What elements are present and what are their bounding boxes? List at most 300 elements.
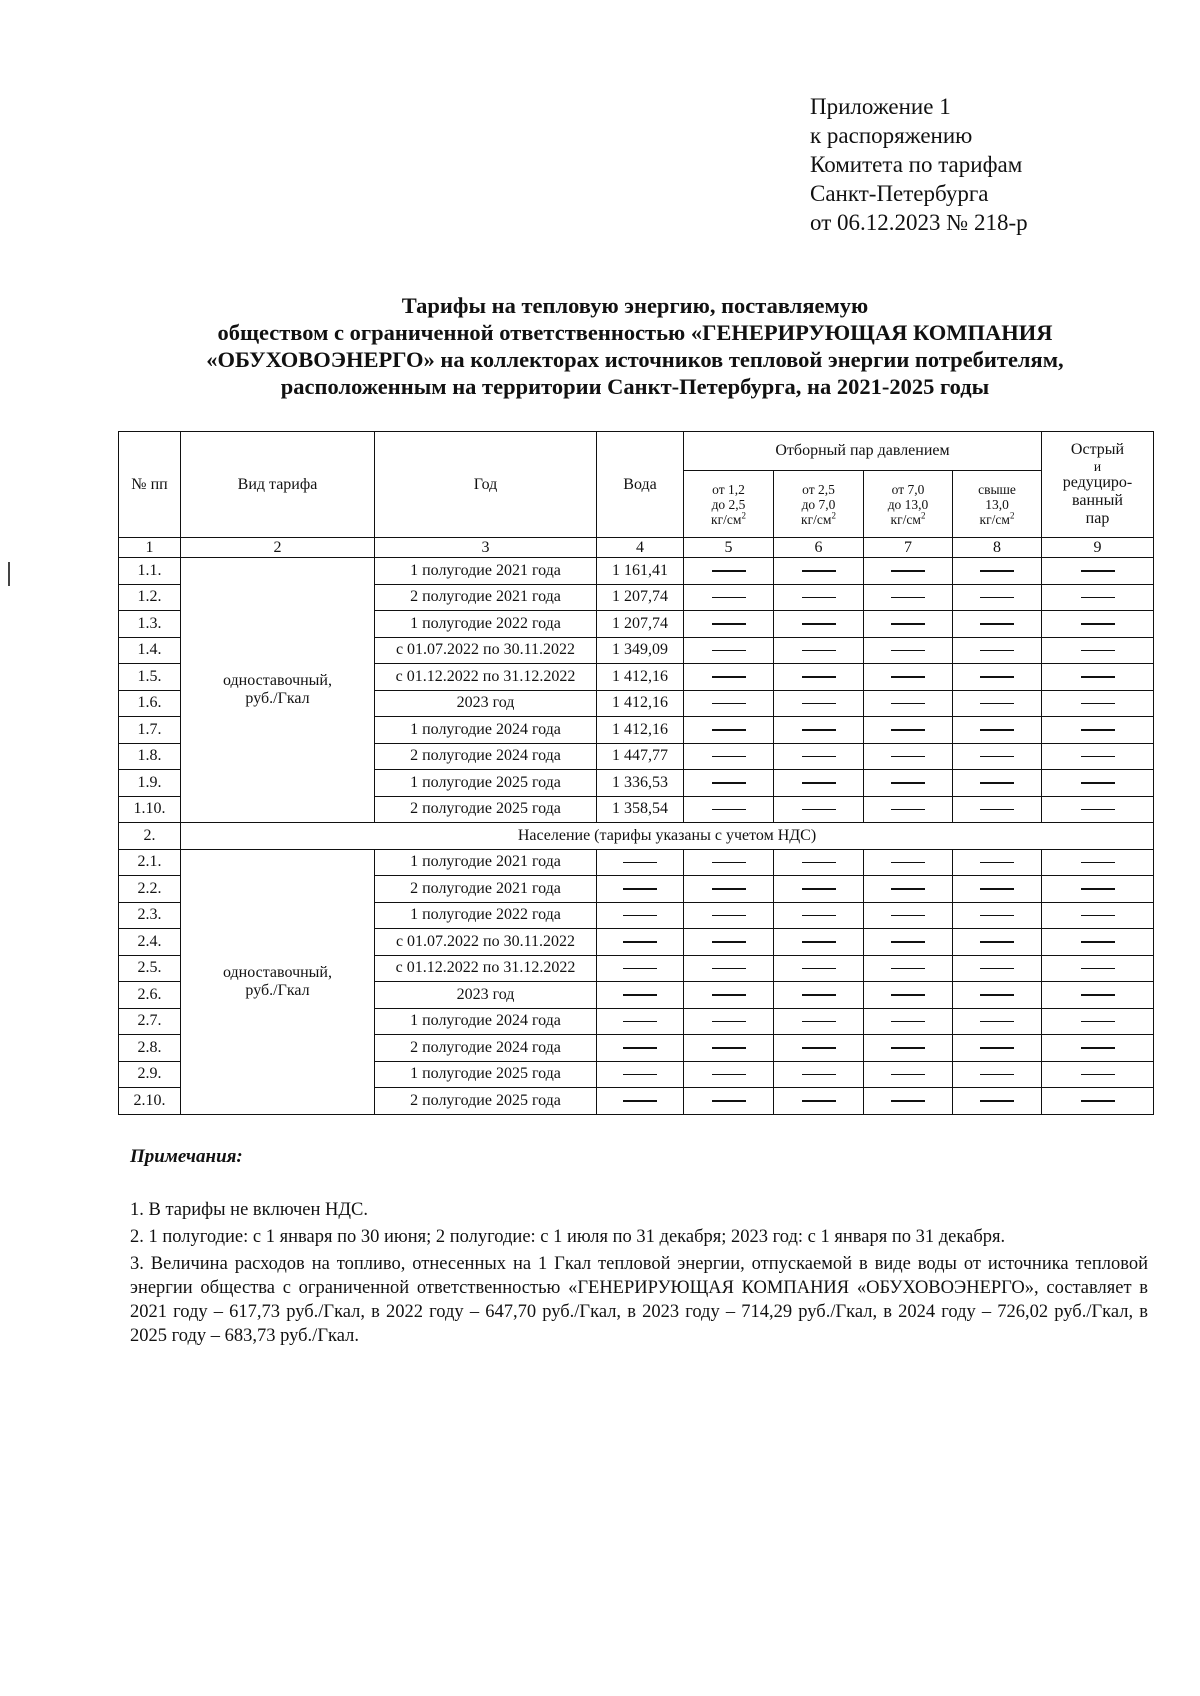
dash-mark (891, 1074, 925, 1076)
scan-mark (8, 562, 10, 586)
empty-value-cell (684, 1035, 774, 1062)
column-number: 4 (597, 538, 684, 558)
empty-value-cell (864, 664, 953, 691)
dash-mark (802, 968, 836, 970)
empty-value-cell (1042, 717, 1154, 744)
dash-mark (980, 809, 1014, 811)
tariff-type-cell (181, 558, 375, 823)
dash-mark (802, 1074, 836, 1076)
empty-value-cell (953, 1008, 1042, 1035)
empty-value-cell (1042, 1061, 1154, 1088)
empty-value-cell (684, 955, 774, 982)
dash-mark (1081, 1047, 1115, 1049)
empty-value-cell (684, 770, 774, 797)
empty-value-cell (953, 611, 1042, 638)
column-number-row (119, 538, 1154, 558)
empty-value-cell (774, 558, 864, 585)
section-row (119, 823, 1154, 850)
dash-mark (712, 1100, 746, 1102)
dash-mark (891, 968, 925, 970)
empty-value-cell (684, 584, 774, 611)
notes-block (130, 1198, 1148, 1351)
header-sharp-steam (1042, 432, 1154, 538)
dash-mark (712, 756, 746, 758)
empty-value-cell (953, 1035, 1042, 1062)
dash-mark (712, 1021, 746, 1023)
dash-mark (891, 994, 925, 996)
empty-value-cell (774, 717, 864, 744)
header-steam-group: Отборный пар давлением (684, 432, 1042, 471)
dash-mark (623, 862, 657, 864)
unit-text: кг/см (979, 511, 1010, 527)
dash-mark (712, 782, 746, 784)
row-number: 1.4. (119, 637, 181, 664)
empty-value-cell (684, 690, 774, 717)
dash-mark (1081, 597, 1115, 599)
header-steam-1 (684, 471, 774, 538)
empty-value-cell (774, 1035, 864, 1062)
empty-value-cell (1042, 664, 1154, 691)
empty-value-cell (774, 929, 864, 956)
period-cell: с 01.07.2022 по 30.11.2022 (375, 929, 597, 956)
period-cell: 2 полугодие 2025 года (375, 796, 597, 823)
empty-value-cell (774, 664, 864, 691)
empty-value-cell (864, 1061, 953, 1088)
row-number: 2. (119, 823, 181, 850)
header-steam-line: от 1,2 (712, 481, 745, 497)
table-row (119, 558, 1154, 585)
dash-mark (712, 729, 746, 731)
tariff-type-line: руб./Гкал (245, 981, 310, 999)
appendix-line: Приложение 1 (810, 94, 951, 119)
dash-mark (802, 782, 836, 784)
dash-mark (980, 729, 1014, 731)
dash-mark (980, 623, 1014, 625)
empty-value-cell (774, 743, 864, 770)
dash-mark (802, 570, 836, 572)
dash-mark (802, 756, 836, 758)
empty-value-cell (774, 611, 864, 638)
dash-mark (712, 968, 746, 970)
dash-mark (623, 915, 657, 917)
dash-mark (980, 650, 1014, 652)
dash-mark (1081, 729, 1115, 731)
empty-value-cell (864, 717, 953, 744)
tariff-type-line: одноставочный, (223, 672, 332, 689)
dash-mark (980, 941, 1014, 943)
header-steam-line: до 13,0 (887, 496, 929, 512)
water-value-cell: 1 207,74 (597, 611, 684, 638)
dash-mark (1081, 1074, 1115, 1076)
dash-mark (1081, 1100, 1115, 1102)
empty-value-cell (864, 770, 953, 797)
row-number: 1.2. (119, 584, 181, 611)
empty-value-cell (864, 611, 953, 638)
period-cell: 1 полугодие 2021 года (375, 558, 597, 585)
water-value-cell: 1 207,74 (597, 584, 684, 611)
empty-value-cell (774, 770, 864, 797)
dash-mark (891, 703, 925, 705)
header-steam-2 (774, 471, 864, 538)
dash-mark (980, 1100, 1014, 1102)
title-line: Тарифы на тепловую энергию, поставляемую (401, 293, 869, 318)
empty-value-cell (864, 584, 953, 611)
empty-value-cell (953, 1088, 1042, 1115)
table-row (119, 849, 1154, 876)
empty-value-cell (953, 558, 1042, 585)
dash-mark (1081, 809, 1115, 811)
unit-sup: 2 (1009, 510, 1015, 520)
dash-mark (712, 703, 746, 705)
dash-mark (712, 597, 746, 599)
empty-value-cell (774, 982, 864, 1009)
unit-text: кг/см (711, 511, 742, 527)
dash-mark (712, 888, 746, 890)
dash-mark (980, 782, 1014, 784)
row-number: 1.5. (119, 664, 181, 691)
tariff-type-cell (181, 849, 375, 1114)
empty-value-cell (1042, 1088, 1154, 1115)
empty-value-cell (864, 1088, 953, 1115)
empty-value-cell (774, 584, 864, 611)
dash-mark (891, 623, 925, 625)
dash-mark (712, 809, 746, 811)
unit-sup: 2 (741, 510, 746, 520)
empty-value-cell (864, 902, 953, 929)
dash-mark (891, 1047, 925, 1049)
dash-mark (1081, 915, 1115, 917)
dash-mark (980, 915, 1014, 917)
period-cell: 2 полугодие 2025 года (375, 1088, 597, 1115)
empty-value-cell (684, 796, 774, 823)
header-num: № пп (119, 432, 181, 538)
period-cell: с 01.12.2022 по 31.12.2022 (375, 664, 597, 691)
row-number: 2.7. (119, 1008, 181, 1035)
dash-mark (1081, 1021, 1115, 1023)
empty-value-cell (1042, 770, 1154, 797)
empty-value-cell (684, 849, 774, 876)
period-cell: 2 полугодие 2021 года (375, 876, 597, 903)
empty-value-cell (1042, 1035, 1154, 1062)
dash-mark (1081, 862, 1115, 864)
empty-value-cell (864, 982, 953, 1009)
column-number: 8 (953, 538, 1042, 558)
empty-value-cell (684, 743, 774, 770)
dash-mark (802, 729, 836, 731)
period-cell: 2 полугодие 2021 года (375, 584, 597, 611)
dash-mark (980, 703, 1014, 705)
empty-value-cell (864, 796, 953, 823)
dash-mark (623, 1021, 657, 1023)
dash-mark (891, 888, 925, 890)
dash-mark (891, 597, 925, 599)
row-number: 2.6. (119, 982, 181, 1009)
empty-value-cell (1042, 1008, 1154, 1035)
notes-heading: Примечания: (130, 1146, 243, 1167)
empty-value-cell (597, 1008, 684, 1035)
dash-mark (980, 756, 1014, 758)
dash-mark (712, 862, 746, 864)
dash-mark (802, 703, 836, 705)
dash-mark (980, 570, 1014, 572)
header-steam-unit (953, 512, 1041, 527)
dash-mark (1081, 570, 1115, 572)
header-steam-3 (864, 471, 953, 538)
dash-mark (980, 1047, 1014, 1049)
column-number: 2 (181, 538, 375, 558)
empty-value-cell (953, 743, 1042, 770)
empty-value-cell (774, 690, 864, 717)
empty-value-cell (597, 902, 684, 929)
column-number: 9 (1042, 538, 1154, 558)
empty-value-cell (597, 1061, 684, 1088)
dash-mark (802, 862, 836, 864)
header-sharp-line: и (1093, 459, 1102, 474)
empty-value-cell (774, 1008, 864, 1035)
dash-mark (712, 941, 746, 943)
dash-mark (1081, 623, 1115, 625)
empty-value-cell (1042, 849, 1154, 876)
row-number: 2.5. (119, 955, 181, 982)
dash-mark (1081, 676, 1115, 678)
empty-value-cell (774, 637, 864, 664)
period-cell: 1 полугодие 2025 года (375, 770, 597, 797)
empty-value-cell (953, 849, 1042, 876)
dash-mark (802, 1047, 836, 1049)
dash-mark (623, 994, 657, 996)
water-value-cell: 1 358,54 (597, 796, 684, 823)
empty-value-cell (953, 584, 1042, 611)
row-number: 1.1. (119, 558, 181, 585)
header-water: Вода (597, 432, 684, 538)
dash-mark (1081, 650, 1115, 652)
water-value-cell: 1 349,09 (597, 637, 684, 664)
note-item: 3. Величина расходов на топливо, отнесенных на 1 Гкал тепловой энергии, отпускаемой в виде воды от источника тепловой энергии общества с ограниченной ответственностью «ГЕНЕРИРУЮЩАЯ КОМПАНИЯ «ОБУХОВОЭНЕРГО», составляет в 2021 году – 617,73 руб./Гкал, в 2022 году – 647,70 руб./Гкал, в 2023 году – 714,29 руб./Гкал, в 2024 году – 726,02 руб./Гкал, в 2025 году – 683,73 руб./Гкал. (130, 1254, 1148, 1346)
column-number: 1 (119, 538, 181, 558)
dash-mark (1081, 782, 1115, 784)
empty-value-cell (597, 1035, 684, 1062)
empty-value-cell (864, 955, 953, 982)
empty-value-cell (953, 1061, 1042, 1088)
row-number: 1.6. (119, 690, 181, 717)
header-row (119, 432, 1154, 471)
water-value-cell: 1 412,16 (597, 690, 684, 717)
dash-mark (1081, 941, 1115, 943)
dash-mark (712, 623, 746, 625)
dash-mark (980, 1021, 1014, 1023)
dash-mark (712, 570, 746, 572)
empty-value-cell (864, 876, 953, 903)
header-steam-line: от 7,0 (891, 481, 925, 497)
dash-mark (623, 888, 657, 890)
empty-value-cell (774, 876, 864, 903)
dash-mark (802, 915, 836, 917)
row-number: 2.10. (119, 1088, 181, 1115)
dash-mark (891, 729, 925, 731)
unit-sup: 2 (920, 510, 926, 520)
empty-value-cell (684, 1061, 774, 1088)
empty-value-cell (597, 929, 684, 956)
empty-value-cell (953, 637, 1042, 664)
empty-value-cell (774, 849, 864, 876)
dash-mark (802, 623, 836, 625)
dash-mark (802, 994, 836, 996)
header-steam-line: до 2,5 (711, 496, 746, 512)
empty-value-cell (1042, 690, 1154, 717)
empty-value-cell (774, 902, 864, 929)
dash-mark (712, 676, 746, 678)
water-value-cell: 1 161,41 (597, 558, 684, 585)
dash-mark (623, 1100, 657, 1102)
header-type: Вид тарифа (181, 432, 375, 538)
row-number: 1.10. (119, 796, 181, 823)
empty-value-cell (774, 796, 864, 823)
empty-value-cell (1042, 929, 1154, 956)
dash-mark (980, 1074, 1014, 1076)
unit-text: кг/см (801, 511, 832, 527)
row-number: 2.9. (119, 1061, 181, 1088)
period-cell: 1 полугодие 2022 года (375, 611, 597, 638)
empty-value-cell (684, 611, 774, 638)
water-value-cell: 1 412,16 (597, 717, 684, 744)
empty-value-cell (953, 717, 1042, 744)
period-cell: 1 полугодие 2024 года (375, 717, 597, 744)
empty-value-cell (953, 902, 1042, 929)
empty-value-cell (684, 1088, 774, 1115)
column-number: 7 (864, 538, 953, 558)
empty-value-cell (684, 717, 774, 744)
title-line: «ОБУХОВОЭНЕРГО» на коллекторах источников тепловой энергии потребителям, (206, 347, 1064, 372)
empty-value-cell (953, 796, 1042, 823)
dash-mark (712, 1047, 746, 1049)
header-steam-line: 13,0 (985, 496, 1009, 512)
period-cell: 2 полугодие 2024 года (375, 743, 597, 770)
tariff-table (118, 431, 1154, 1115)
period-cell: 2023 год (375, 690, 597, 717)
row-number: 1.7. (119, 717, 181, 744)
empty-value-cell (1042, 584, 1154, 611)
dash-mark (712, 915, 746, 917)
document-title (120, 292, 1150, 400)
water-value-cell: 1 336,53 (597, 770, 684, 797)
appendix-line: от 06.12.2023 № 218-р (810, 210, 1028, 235)
dash-mark (802, 888, 836, 890)
dash-mark (980, 994, 1014, 996)
dash-mark (891, 1021, 925, 1023)
header-steam-unit (774, 512, 863, 527)
empty-value-cell (684, 637, 774, 664)
empty-value-cell (774, 955, 864, 982)
empty-value-cell (864, 1008, 953, 1035)
period-cell: 1 полугодие 2022 года (375, 902, 597, 929)
header-sharp-line: ванный (1072, 492, 1123, 509)
period-cell: 1 полугодие 2025 года (375, 1061, 597, 1088)
header-steam-line: свыше (978, 481, 1016, 497)
row-number: 2.4. (119, 929, 181, 956)
dash-mark (712, 994, 746, 996)
empty-value-cell (684, 876, 774, 903)
empty-value-cell (953, 690, 1042, 717)
dash-mark (891, 1100, 925, 1102)
empty-value-cell (953, 664, 1042, 691)
dash-mark (623, 968, 657, 970)
period-cell: с 01.07.2022 по 30.11.2022 (375, 637, 597, 664)
section-title: Население (тарифы указаны с учетом НДС) (181, 823, 1154, 850)
dash-mark (802, 597, 836, 599)
column-number: 6 (774, 538, 864, 558)
row-number: 1.8. (119, 743, 181, 770)
title-line: обществом с ограниченной ответственностью «ГЕНЕРИРУЮЩАЯ КОМПАНИЯ (217, 320, 1053, 345)
empty-value-cell (953, 955, 1042, 982)
dash-mark (891, 809, 925, 811)
empty-value-cell (1042, 558, 1154, 585)
dash-mark (623, 941, 657, 943)
period-cell: 1 полугодие 2024 года (375, 1008, 597, 1035)
tariff-type-line: руб./Гкал (245, 690, 310, 707)
dash-mark (802, 650, 836, 652)
title-line: расположенным на территории Санкт-Петербурга, на 2021-2025 годы (280, 374, 990, 399)
dash-mark (891, 862, 925, 864)
empty-value-cell (864, 929, 953, 956)
tariff-type-line: одноставочный, (223, 963, 332, 981)
empty-value-cell (684, 929, 774, 956)
dash-mark (891, 915, 925, 917)
dash-mark (980, 968, 1014, 970)
dash-mark (980, 676, 1014, 678)
empty-value-cell (1042, 611, 1154, 638)
header-sharp-line: пар (1085, 510, 1110, 527)
empty-value-cell (597, 982, 684, 1009)
dash-mark (980, 888, 1014, 890)
empty-value-cell (684, 902, 774, 929)
dash-mark (980, 597, 1014, 599)
empty-value-cell (953, 929, 1042, 956)
dash-mark (1081, 756, 1115, 758)
appendix-line: Комитета по тарифам (810, 152, 1023, 177)
empty-value-cell (684, 982, 774, 1009)
unit-text: кг/см (890, 511, 921, 527)
period-cell: 2023 год (375, 982, 597, 1009)
empty-value-cell (864, 637, 953, 664)
row-number: 2.3. (119, 902, 181, 929)
dash-mark (712, 1074, 746, 1076)
period-cell: 2 полугодие 2024 года (375, 1035, 597, 1062)
appendix-line: к распоряжению (810, 123, 973, 148)
empty-value-cell (864, 690, 953, 717)
unit-sup: 2 (831, 510, 836, 520)
dash-mark (802, 676, 836, 678)
dash-mark (891, 676, 925, 678)
empty-value-cell (684, 1008, 774, 1035)
water-value-cell: 1 447,77 (597, 743, 684, 770)
dash-mark (623, 1074, 657, 1076)
empty-value-cell (864, 743, 953, 770)
dash-mark (802, 941, 836, 943)
empty-value-cell (1042, 637, 1154, 664)
header-steam-4 (953, 471, 1042, 538)
dash-mark (802, 1021, 836, 1023)
header-sharp-line: редуциро- (1062, 474, 1133, 491)
column-number: 5 (684, 538, 774, 558)
dash-mark (802, 1100, 836, 1102)
appendix-line: Санкт-Петербурга (810, 181, 989, 206)
empty-value-cell (597, 955, 684, 982)
empty-value-cell (953, 982, 1042, 1009)
dash-mark (623, 1047, 657, 1049)
row-number: 1.3. (119, 611, 181, 638)
empty-value-cell (1042, 876, 1154, 903)
empty-value-cell (684, 664, 774, 691)
